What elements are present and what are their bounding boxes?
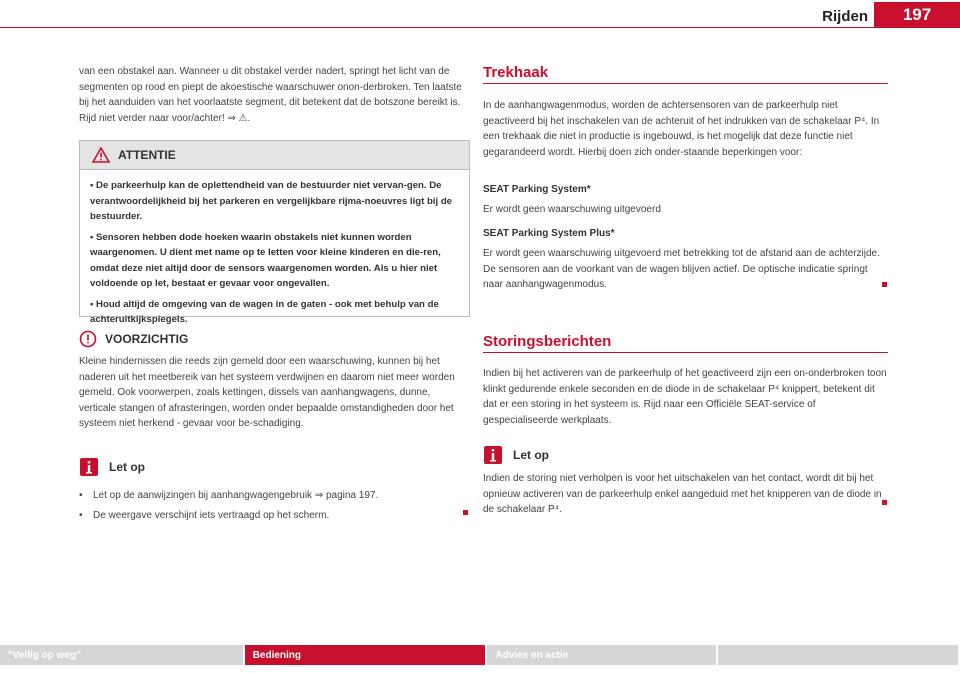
caution-title: VOORZICHTIG xyxy=(105,332,189,346)
attention-item: • Houd altijd de omgeving van de wagen in de gaten - ook met behulp van de achteruitkijkspiegels. xyxy=(90,298,439,325)
footer-tab-veilig[interactable]: "Veilig op weg" xyxy=(0,645,243,665)
storing-rule xyxy=(483,352,888,353)
note-item: • De weergave verschijnt iets vertraagd op het scherm. xyxy=(79,508,469,523)
storing-title: Storingsberichten xyxy=(483,333,612,350)
caution-section xyxy=(79,328,469,432)
attention-box xyxy=(79,140,470,325)
header-rule xyxy=(0,27,960,28)
caution-text: Kleine hindernissen die reeds zijn gemeld door een waarschuwing, kunnen bij het naderen uit het meetbereik van het systeem verdwijnen en daarom niet meer worden gemeld. Ook voorwerpen, zoals kettingen, dissels van aanhangwagens, dunne, verticale stangen of afrasteringen, worden onder bepaalde omstandigheden door het systeem niet herkend - gevaar voor be-schadiging. xyxy=(79,356,455,429)
trekhaak-text: In de aanhangwagenmodus, worden de achtersensoren van de parkeerhulp niet geactiveerd bij het inschakelen van de achteruit of het indrukken van de schakelaar P⁴. In een trekhaak die niet in productie is ingebouwd, is het mogelijk dat deze functie niet gegarandeerd wordt. Hierbij doen zich onder-staande beperkingen voor: xyxy=(483,100,880,158)
note-item: • Let op de aanwijzingen bij aanhangwagengebruik ⇒ pagina 197. xyxy=(79,488,469,503)
note-section-right xyxy=(483,440,549,470)
footer-nav xyxy=(0,645,960,673)
warning-triangle-icon xyxy=(92,147,110,163)
note-section-left xyxy=(79,452,469,528)
section-end-marker xyxy=(463,510,468,515)
page-number: 197 xyxy=(874,2,960,28)
note-icon xyxy=(483,445,503,465)
caution-icon xyxy=(79,330,97,348)
footer-tab-extra[interactable] xyxy=(718,645,958,665)
attention-item: • De parkeerhulp kan de oplettendheid van de bestuurder niet vervan-gen. De verantwoordelijkheid bij het parkeren en vergelijkbare rijma-noeuvres ligt bij de bestuurder. xyxy=(90,180,453,222)
footer-tab-advies[interactable]: Advies en actie xyxy=(487,645,716,665)
note-icon xyxy=(79,457,99,477)
chapter-title: Rijden xyxy=(822,8,868,25)
intro-paragraph: van een obstakel aan. Wanneer u dit obstakel verder nadert, springt het licht van de segmenten op rood en piept de akoestische waarschuwer onon-derbroken. Ten laatste bij het aanduiden van het voorlaatste segment, dit betekent dat de botszone bereikt is. Rijd niet verder naar voor/achter! ⇒ ⚠. xyxy=(79,66,462,124)
note-title: Let op xyxy=(109,460,145,474)
attention-header xyxy=(80,141,469,170)
attention-item: • Sensoren hebben dode hoeken waarin obstakels niet kunnen worden waargenomen. U dient met name op te letten voor kleine kinderen en die-ren, omdat deze niet altijd door de sensors waargenomen worden. Als u hier niet voldoende op let, bestaat er gevaar voor ongevallen. xyxy=(90,231,441,289)
trekhaak-sub1: SEAT Parking System* xyxy=(483,184,591,195)
storing-text: Indien bij het activeren van de parkeerhulp of het geactiveerd zijn een on-onderbroken toon klinkt gedurende enkele seconden en de diode in de schakelaar P⁴ knippert, betekent dit dat er een storing in het systeem is. Rijd naar een Officiële SEAT-service of gespecialiseerde werkplaats. xyxy=(483,368,887,426)
footer-tab-bediening[interactable]: Bediening xyxy=(245,645,486,665)
section-end-marker xyxy=(882,500,887,505)
note-list xyxy=(79,488,469,523)
section-end-marker xyxy=(882,282,887,287)
trekhaak-title: Trekhaak xyxy=(483,64,549,81)
attention-title: ATTENTIE xyxy=(118,148,176,162)
trekhaak-sub2-text: Er wordt geen waarschuwing uitgevoerd met betrekking tot de afstand aan de achterzijde. De sensoren aan de voorkant van de wagen blijven actief. De optische indicatie springt naar aanhangwagenmodus. xyxy=(483,248,880,290)
trekhaak-sub2: SEAT Parking System Plus* xyxy=(483,228,615,239)
note-text-right: Indien de storing niet verholpen is voor het uitschakelen van het contact, wordt dit bij het opnieuw activeren van de parkeerhulp enkel aangeduid met het knipperen van de diode in de schakelaar P⁴. xyxy=(483,473,882,515)
trekhaak-rule xyxy=(483,83,888,84)
trekhaak-sub1-text: Er wordt geen waarschuwing uitgevoerd xyxy=(483,204,661,215)
note-title: Let op xyxy=(513,448,549,462)
